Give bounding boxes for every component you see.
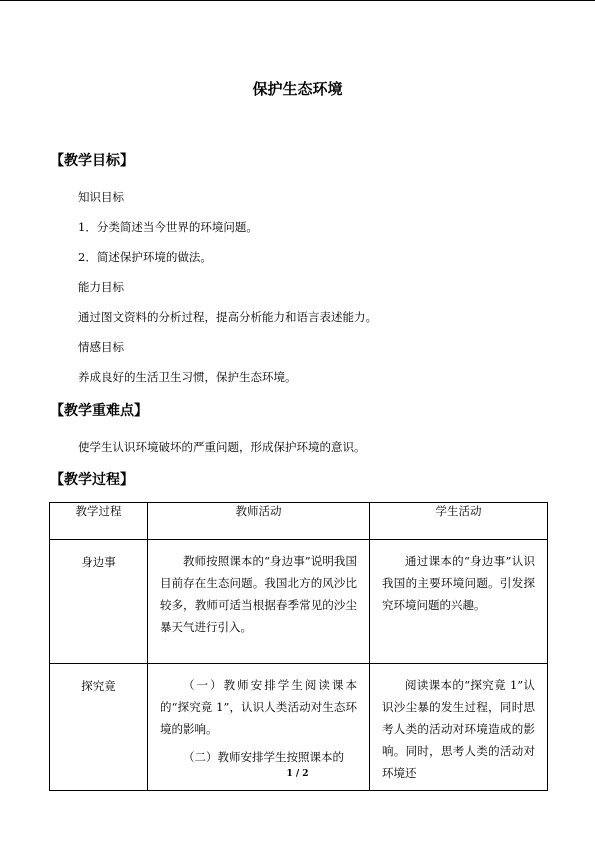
student-activity-cell (370, 540, 548, 664)
teacher-activity-text: （二）教师安排学生按照课本的 (183, 750, 344, 764)
key-points-text: 使学生认识环境破坏的严重问题，形成保护环境的意识。 (78, 440, 366, 454)
stage-cell: 探究竟 (50, 664, 148, 791)
objective-line: 通过图文资料的分析过程，提高分析能力和语言表述能力。 (78, 310, 377, 324)
stage-cell: 身边事 (50, 540, 148, 664)
objective-line: 养成良好的生活卫生习惯，保护生态环境。 (78, 370, 297, 384)
table-header-row (50, 503, 548, 540)
section-heading-objectives: 【教学目标】 (50, 153, 134, 169)
table-row (50, 540, 548, 664)
objective-line: 能力目标 (78, 280, 124, 294)
process-table (49, 502, 548, 791)
objective-line: 1．分类简述当今世界的环境问题。 (78, 220, 258, 234)
teacher-activity-text: （一）教师安排学生阅读课本的“探究竟 1”，认识人类活动对生态环境的影响。 (160, 678, 357, 736)
section-heading-key-points: 【教学重难点】 (50, 403, 148, 419)
table-header-cell: 学生活动 (370, 503, 548, 540)
teacher-activity-text: 教师按照课本的“身边事”说明我国目前存在生态问题。我国北方的风沙比较多，教师可适当根据春季常见的沙尘暴天气进行引入。 (160, 554, 357, 634)
page-number: 1 / 2 (286, 769, 309, 779)
table-header-cell: 教师活动 (148, 503, 370, 540)
header-rule (0, 0, 595, 1)
student-activity-text: 阅读课本的“探究竟 1”认识沙尘暴的发生过程，同时思考人类的活动对环境造成的影响。同时，思考人类的活动对环境还 (382, 678, 535, 780)
section-heading-process: 【教学过程】 (50, 472, 134, 488)
teacher-activity-cell (148, 540, 370, 664)
student-activity-text: 通过课本的“身边事”认识我国的主要环境问题。引发探究环境问题的兴趣。 (382, 554, 535, 612)
table-header-cell: 教学过程 (50, 503, 148, 540)
objective-line: 2．简述保护环境的做法。 (78, 250, 212, 264)
objective-line: 情感目标 (78, 340, 124, 354)
document-title: 保护生态环境 (252, 80, 343, 98)
objective-line: 知识目标 (78, 190, 124, 204)
